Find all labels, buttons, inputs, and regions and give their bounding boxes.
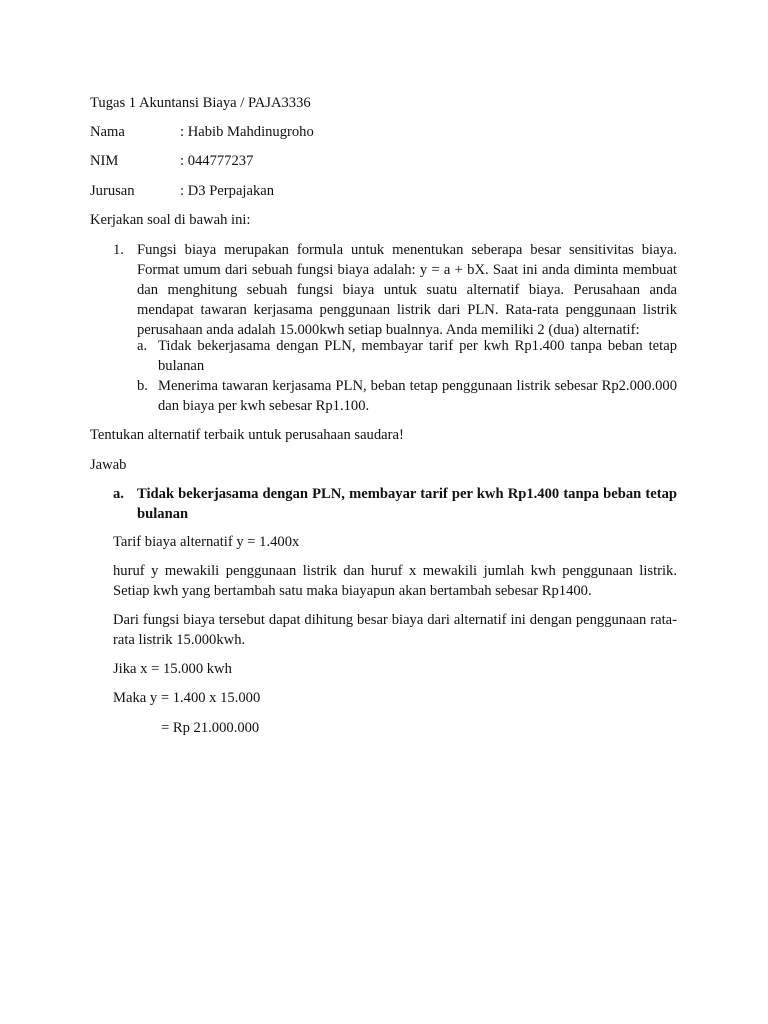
answer-section-title: Tidak bekerjasama dengan PLN, membayar tarif per kwh Rp1.400 tanpa beban tetap bulanan <box>137 486 677 522</box>
option-b-text: Menerima tawaran kerjasama PLN, beban tetap penggunaan listrik sebesar Rp2.000.000 dan biaya per kwh sebesar Rp1.100. <box>158 378 677 414</box>
document-title: Tugas 1 Akuntansi Biaya / PAJA3336 <box>90 95 311 111</box>
calc-intro: Dari fungsi biaya tersebut dapat dihitung besar biaya dari alternatif ini dengan penggunaan rata-rata listrik 15.000kwh. <box>113 612 677 648</box>
field-jurusan <box>90 181 274 201</box>
option-a-text: Tidak bekerjasama dengan PLN, membayar tarif per kwh Rp1.400 tanpa beban tetap bulanan <box>158 338 677 374</box>
answer-heading: Jawab <box>90 457 127 473</box>
then-line: Maka y = 1.400 x 15.000 <box>113 690 261 706</box>
explanation: huruf y mewakili penggunaan listrik dan huruf x mewakili jumlah kwh penggunaan listrik. Setiap kwh yang bertambah satu maka biayapun akan bertambah sebesar Rp1400. <box>113 563 677 599</box>
field-nim <box>90 151 253 171</box>
field-name-label: Nama <box>90 124 125 140</box>
task: Tentukan alternatif terbaik untuk perusahaan saudara! <box>90 427 404 443</box>
field-name <box>90 122 314 142</box>
field-nim-value: : 044777237 <box>180 153 254 169</box>
field-jurusan-value: : D3 Perpajakan <box>180 183 275 199</box>
question-number: 1. <box>113 242 124 258</box>
answer-section-marker: a. <box>113 486 124 502</box>
option-b-marker: b. <box>137 378 148 394</box>
field-name-value: : Habib Mahdinugroho <box>180 124 314 140</box>
field-jurusan-label: Jurusan <box>90 183 135 199</box>
instruction: Kerjakan soal di bawah ini: <box>90 212 251 228</box>
option-a-marker: a. <box>137 338 148 354</box>
result-line: = Rp 21.000.000 <box>161 720 260 736</box>
question-text: Fungsi biaya merupakan formula untuk menentukan seberapa besar sensitivitas biaya. Format umum dari sebuah fungsi biaya adalah: y = a + bX. Saat ini anda diminta membuat dan menghitung sebuah fungsi biaya untuk suatu alternatif biaya. Perusahaan anda mendapat tawaran kerjasama penggunaan listrik dari PLN. Rata-rata penggunaan listrik perusahaan anda adalah 15.000kwh setiap bualnnya. Anda memiliki 2 (dua) alternatif: <box>137 242 677 338</box>
if-line: Jika x = 15.000 kwh <box>113 661 232 677</box>
tarif-line: Tarif biaya alternatif y = 1.400x <box>113 534 300 550</box>
field-nim-label: NIM <box>90 153 119 169</box>
